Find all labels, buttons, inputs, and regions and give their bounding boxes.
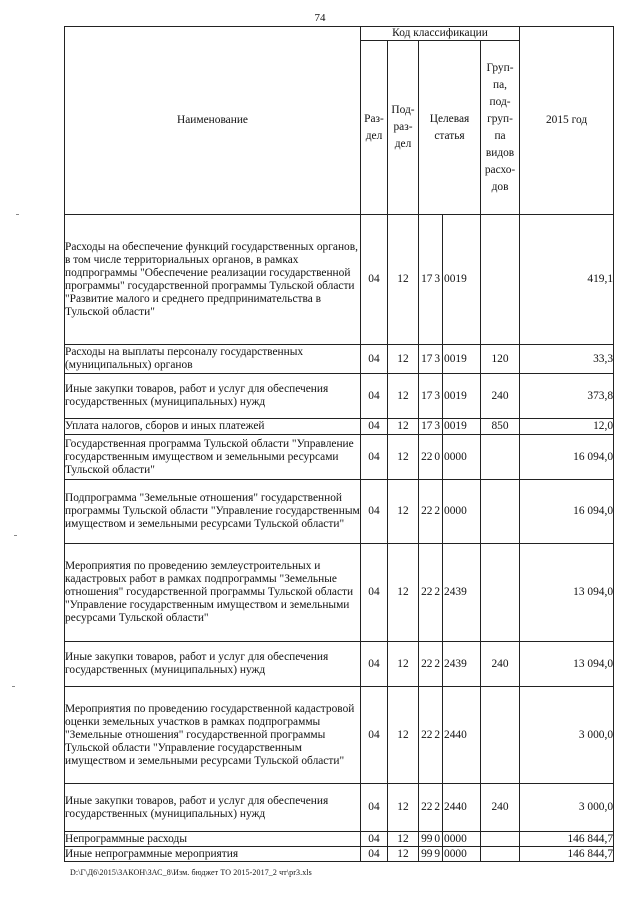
row-target-subprogram: 0 — [433, 435, 443, 480]
row-target-subprogram: 3 — [433, 215, 443, 345]
row-name: Расходы на выплаты персоналу государственных (муниципальных) органов — [65, 345, 361, 374]
row-target-program: 22 — [419, 687, 433, 784]
row-podrazdel: 12 — [388, 215, 419, 345]
row-name: Непрограммные расходы — [65, 832, 361, 847]
row-target-direction: 2440 — [443, 687, 481, 784]
row-target-subprogram: 2 — [433, 544, 443, 642]
header-code-group: Код классификации — [361, 27, 520, 41]
row-razdel: 04 — [361, 832, 388, 847]
footer-file-path: D:\Г\Д6\2015\ЗАКОН\ЗАС_8\Изм. бюджет ТО 2015-2017_2 чт\pr3.xls — [70, 868, 312, 877]
row-podrazdel: 12 — [388, 435, 419, 480]
budget-table — [64, 26, 614, 862]
row-target-direction: 0019 — [443, 215, 481, 345]
row-amount: 13 094,0 — [520, 544, 614, 642]
row-name: Мероприятия по проведению государственной кадастровой оценки земельных участков в рамках подпрограммы "Земельные отношения" государственной программы Тульской области "Управление государственным имуществом и земельными ресурсами Тульской области" — [65, 687, 361, 784]
row-expense-group — [481, 480, 520, 544]
row-target-program: 99 — [419, 832, 433, 847]
row-podrazdel: 12 — [388, 544, 419, 642]
row-name: Уплата налогов, сборов и иных платежей — [65, 419, 361, 435]
row-expense-group: 240 — [481, 642, 520, 687]
row-target-program: 22 — [419, 544, 433, 642]
row-amount: 3 000,0 — [520, 687, 614, 784]
row-podrazdel: 12 — [388, 832, 419, 847]
row-expense-group — [481, 832, 520, 847]
header-podrazdel: Под- раз- дел — [388, 41, 419, 215]
row-target-direction: 0019 — [443, 345, 481, 374]
header-razdel: Раз- дел — [361, 41, 388, 215]
row-expense-group — [481, 687, 520, 784]
row-expense-group — [481, 215, 520, 345]
row-target-subprogram: 3 — [433, 374, 443, 419]
row-target-program: 22 — [419, 784, 433, 832]
row-podrazdel: 12 — [388, 480, 419, 544]
row-target-subprogram: 9 — [433, 847, 443, 862]
row-razdel: 04 — [361, 847, 388, 862]
row-podrazdel: 12 — [388, 374, 419, 419]
row-target-direction: 0000 — [443, 847, 481, 862]
table-row — [65, 215, 614, 345]
table-row — [65, 435, 614, 480]
row-razdel: 04 — [361, 345, 388, 374]
row-expense-group: 240 — [481, 374, 520, 419]
scan-mark — [14, 535, 17, 536]
row-target-direction: 0019 — [443, 374, 481, 419]
row-name: Государственная программа Тульской области "Управление государственным имуществом и земельными ресурсами Тульской области" — [65, 435, 361, 480]
row-razdel: 04 — [361, 374, 388, 419]
row-razdel: 04 — [361, 784, 388, 832]
row-amount: 146 844,7 — [520, 847, 614, 862]
row-target-direction: 2440 — [443, 784, 481, 832]
row-target-direction: 0000 — [443, 832, 481, 847]
row-razdel: 04 — [361, 215, 388, 345]
table-row — [65, 784, 614, 832]
row-target-subprogram: 0 — [433, 832, 443, 847]
header-year: 2015 год — [520, 27, 614, 215]
row-target-direction: 0000 — [443, 480, 481, 544]
row-name: Подпрограмма "Земельные отношения" государственной программы Тульской области "Управление государственным имуществом и земельными ресурсами Тульской области" — [65, 480, 361, 544]
row-expense-group — [481, 544, 520, 642]
row-amount: 146 844,7 — [520, 832, 614, 847]
row-amount: 12,0 — [520, 419, 614, 435]
table-row — [65, 374, 614, 419]
row-target-subprogram: 2 — [433, 642, 443, 687]
row-target-subprogram: 2 — [433, 784, 443, 832]
row-target-program: 99 — [419, 847, 433, 862]
table-row — [65, 832, 614, 847]
row-podrazdel: 12 — [388, 687, 419, 784]
row-expense-group: 120 — [481, 345, 520, 374]
row-podrazdel: 12 — [388, 419, 419, 435]
row-target-subprogram: 2 — [433, 687, 443, 784]
table-row — [65, 480, 614, 544]
row-target-program: 22 — [419, 480, 433, 544]
table-row — [65, 419, 614, 435]
row-razdel: 04 — [361, 544, 388, 642]
table-row — [65, 642, 614, 687]
header-expense-group: Груп- па, под- груп- па видов расхо- дов — [481, 41, 520, 215]
row-name: Иные закупки товаров, работ и услуг для обеспечения государственных (муниципальных) нужд — [65, 784, 361, 832]
row-target-program: 17 — [419, 345, 433, 374]
row-name: Мероприятия по проведению землеустроительных и кадастровых работ в рамках подпрограммы "Земельные отношения" государственной программы Тульской области "Управление государственным имуществом и земельными ресурсами Тульской области" — [65, 544, 361, 642]
row-name: Расходы на обеспечение функций государственных органов, в том числе территориальных органов, в рамках подпрограммы "Обеспечение реализации государственной программы" государственной программы Тульской области "Развитие малого и среднего предпринимательства в Тульской области" — [65, 215, 361, 345]
table-row — [65, 345, 614, 374]
row-amount: 373,8 — [520, 374, 614, 419]
header-target-article: Целевая статья — [419, 41, 481, 215]
row-target-direction: 2439 — [443, 642, 481, 687]
row-razdel: 04 — [361, 419, 388, 435]
row-amount: 16 094,0 — [520, 435, 614, 480]
row-target-direction: 0000 — [443, 435, 481, 480]
row-amount: 16 094,0 — [520, 480, 614, 544]
row-expense-group: 240 — [481, 784, 520, 832]
row-target-subprogram: 2 — [433, 480, 443, 544]
table-header — [65, 27, 614, 215]
row-name: Иные непрограммные мероприятия — [65, 847, 361, 862]
row-target-direction: 0019 — [443, 419, 481, 435]
page-number: 74 — [314, 12, 326, 24]
row-razdel: 04 — [361, 435, 388, 480]
row-amount: 419,1 — [520, 215, 614, 345]
row-expense-group: 850 — [481, 419, 520, 435]
row-expense-group — [481, 847, 520, 862]
row-name: Иные закупки товаров, работ и услуг для обеспечения государственных (муниципальных) нужд — [65, 642, 361, 687]
row-razdel: 04 — [361, 642, 388, 687]
scan-mark — [16, 214, 19, 215]
row-target-direction: 2439 — [443, 544, 481, 642]
row-expense-group — [481, 435, 520, 480]
row-amount: 33,3 — [520, 345, 614, 374]
row-razdel: 04 — [361, 480, 388, 544]
row-target-program: 22 — [419, 642, 433, 687]
row-target-subprogram: 3 — [433, 345, 443, 374]
row-razdel: 04 — [361, 687, 388, 784]
row-target-subprogram: 3 — [433, 419, 443, 435]
row-target-program: 17 — [419, 419, 433, 435]
table-row — [65, 847, 614, 862]
row-podrazdel: 12 — [388, 345, 419, 374]
row-amount: 3 000,0 — [520, 784, 614, 832]
row-target-program: 17 — [419, 215, 433, 345]
table-row — [65, 544, 614, 642]
row-target-program: 22 — [419, 435, 433, 480]
row-podrazdel: 12 — [388, 784, 419, 832]
table-body — [65, 215, 614, 862]
row-podrazdel: 12 — [388, 847, 419, 862]
scan-mark — [12, 686, 15, 687]
row-podrazdel: 12 — [388, 642, 419, 687]
row-amount: 13 094,0 — [520, 642, 614, 687]
table-row — [65, 687, 614, 784]
row-target-program: 17 — [419, 374, 433, 419]
row-name: Иные закупки товаров, работ и услуг для обеспечения государственных (муниципальных) нужд — [65, 374, 361, 419]
header-name: Наименование — [65, 27, 361, 215]
